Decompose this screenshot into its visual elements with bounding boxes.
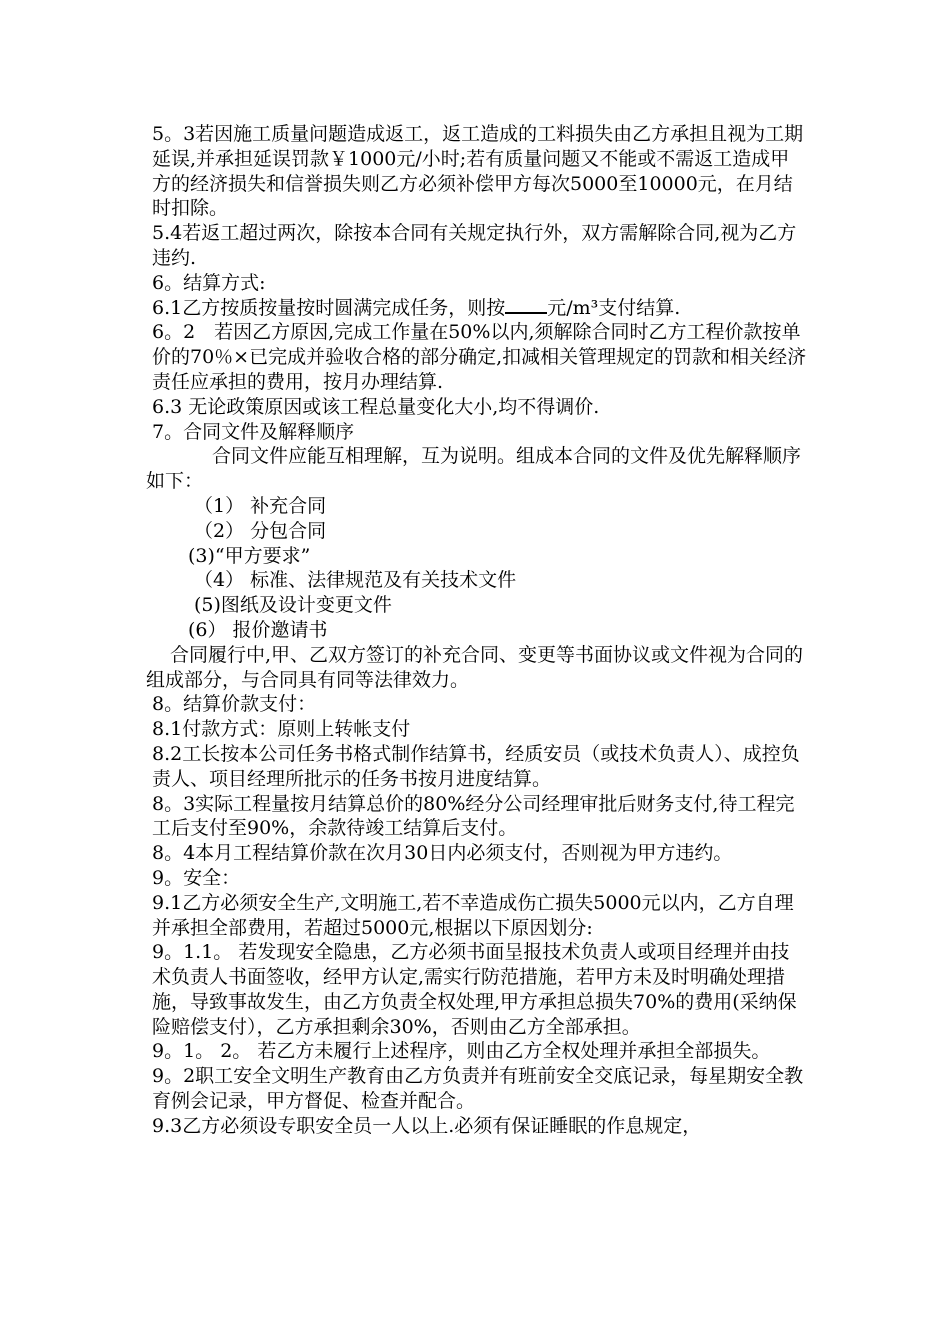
paragraph-9-3: 9.3乙方必须设专职安全员一人以上.必须有保证睡眠的作息规定， xyxy=(152,1114,702,1137)
paragraph-7-validity xyxy=(146,643,808,693)
paragraph-6-1-tail: 元/m³支付结算. xyxy=(547,296,681,319)
paragraph-7-intro xyxy=(146,444,808,494)
paragraph-8-2: 8.2工长按本公司任务书格式制作结算书，经质安员（或技术负责人）、成控负责人、项目经理所批示的任务书按月进度结算。 xyxy=(152,742,800,790)
paragraph-6-3: 6.3 无论政策原因或该工程总量变化大小,均不得调价. xyxy=(152,395,600,418)
paragraph-9-2: 9。2职工安全文明生产教育由乙方负责并有班前安全交底记录，每星期安全教育例会记录，甲方督促、检查并配合。 xyxy=(152,1065,804,1113)
paragraph-7-intro-text: 合同文件应能互相理解，互为说明。组成本合同的文件及优先解释顺序如下： xyxy=(146,445,802,493)
list-item-5: (5)图纸及设计变更文件 xyxy=(194,594,392,617)
heading-6-settlement-method: 6。结算方式: xyxy=(152,271,266,294)
paragraph-9-1: 9.1乙方必须安全生产,文明施工,若不幸造成伤亡损失5000元以内，乙方自理并承担全部费用，若超过5000元,根据以下原因划分: xyxy=(152,891,794,939)
heading-8-payment: 8。结算价款支付： xyxy=(152,693,317,716)
heading-9-safety: 9。安全： xyxy=(152,866,241,889)
paragraph-6-1-lead: 6.1乙方按质按量按时圆满完成任务，则按 xyxy=(152,296,506,319)
list-item-1: （1） 补充合同 xyxy=(194,494,327,517)
list-item-2: （2） 分包合同 xyxy=(194,519,327,542)
heading-7-contract-documents: 7。合同文件及解释顺序 xyxy=(152,420,355,443)
paragraph-9-1-2: 9。1。 2。 若乙方未履行上述程序，则由乙方全权处理并承担全部损失。 xyxy=(152,1040,771,1063)
paragraph-5-4: 5.4若返工超过两次，除按本合同有关规定执行外，双方需解除合同,视为乙方违约. xyxy=(152,222,797,269)
paragraph-7-validity-text: 合同履行中,甲、乙双方签订的补充合同、变更等书面协议或文件视为合同的组成部分，与合同具有同等法律效力。 xyxy=(146,643,804,691)
list-item-3: (3)“甲方要求” xyxy=(188,544,311,567)
paragraph-9-1-1: 9。1.1。 若发现安全隐患，乙方必须书面呈报技术负责人或项目经理并由技术负责人书面签收，经甲方认定,需实行防范措施，若甲方未及时明确处理措施，导致事故发生，由乙方负责全权处理,甲方承担总损失70%的费用(采纳保险赔偿支付），乙方承担剩余30%，否则由乙方全部承担。 xyxy=(152,941,797,1038)
paragraph-8-1: 8.1付款方式：原则上转帐支付 xyxy=(152,718,411,741)
paragraph-6-2: 6。2 若因乙方原因,完成工作量在50%以内,须解除合同时乙方工程价款按单价的70％×已完成并验收合格的部分确定,扣减相关管理规定的罚款和相关经济责任应承担的费用，按月办理结算. xyxy=(152,321,807,393)
paragraph-8-3: 8。3实际工程量按月结算总价的80%经分公司经理审批后财务支付,待工程完工后支付至90%，余款待竣工结算后支付。 xyxy=(152,792,795,840)
price-blank[interactable] xyxy=(505,296,547,314)
paragraph-8-4: 8。4本月工程结算价款在次月30日内必须支付，否则视为甲方违约。 xyxy=(152,842,733,865)
paragraph-5-3: 5。3若因施工质量问题造成返工，返工造成的工料损失由乙方承担且视为工期延误,并承担延误罚款￥1000元/小时;若有质量问题又不能或不需返工造成甲方的经济损失和信誉损失则乙方必须补偿甲方每次5000至10000元，在月结时扣除。 xyxy=(152,123,804,220)
list-item-6: (6） 报价邀请书 xyxy=(188,618,328,641)
list-item-4: （4） 标准、法律规范及有关技术文件 xyxy=(194,569,517,592)
paragraph-6-1 xyxy=(146,296,808,321)
